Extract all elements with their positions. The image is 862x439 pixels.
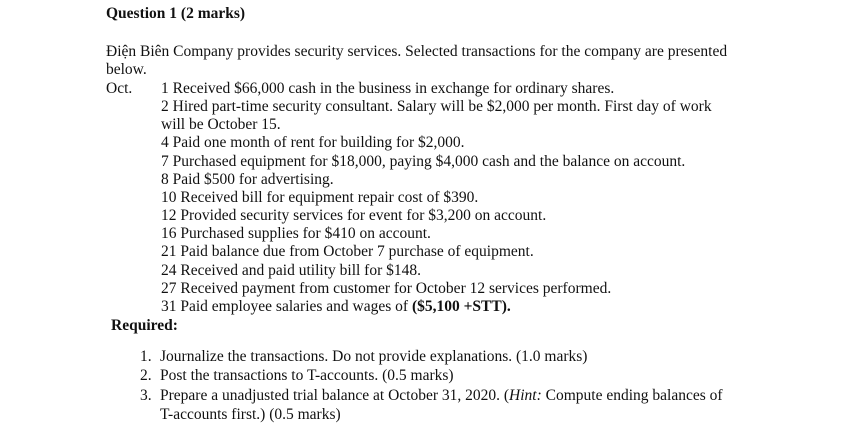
transaction-oct-27: 27 Received payment from customer for October 12 services performed.	[161, 280, 612, 297]
transaction-oct-4: 4 Paid one month of rent for building for $2,000.	[161, 134, 465, 151]
transaction-oct-10: 10 Received bill for equipment repair cost of $390.	[161, 189, 479, 206]
transaction-oct-24: 24 Received and paid utility bill for $148.	[161, 262, 422, 279]
transaction-oct-8: 8 Paid $500 for advertising.	[161, 171, 334, 188]
requirement-text: Prepare a unadjusted trial balance at October 31, 2020. (	[160, 387, 510, 404]
transaction-oct-7: 7 Purchased equipment for $18,000, paying $4,000 cash and the balance on account.	[161, 153, 686, 170]
requirement-text: Post the transactions to T-accounts. (0.5 marks)	[160, 367, 454, 384]
transaction-oct-31-amount: ($5,100 +STT).	[411, 298, 511, 315]
transaction-oct-21: 21 Paid balance due from October 7 purchase of equipment.	[161, 243, 534, 260]
transaction-oct-1: 1 Received $66,000 cash in the business in exchange for ordinary shares.	[161, 80, 615, 97]
transaction-oct-2-cont: will be October 15.	[161, 116, 281, 133]
month-label: Oct.	[106, 80, 133, 97]
intro-line-1: Điện Biên Company provides security services. Selected transactions for the company are presented	[106, 43, 728, 60]
question-title: Question 1 (2 marks)	[106, 5, 246, 22]
requirement-text: Journalize the transactions. Do not provide explanations. (1.0 marks)	[160, 348, 588, 365]
transaction-oct-16: 16 Purchased supplies for $410 on account.	[161, 225, 431, 242]
required-heading: Required:	[111, 317, 178, 334]
requirement-number: 2.	[140, 367, 152, 384]
requirement-text-rest: Compute ending balances of	[541, 387, 723, 404]
transaction-oct-12: 12 Provided security services for event for $3,200 on account.	[161, 207, 547, 224]
transaction-oct-2: 2 Hired part-time security consultant. Salary will be $2,000 per month. First day of work	[161, 98, 712, 115]
requirement-number: 3.	[140, 387, 152, 404]
requirement-1	[140, 348, 587, 366]
transaction-oct-31	[161, 298, 511, 316]
requirement-number: 1.	[140, 348, 152, 365]
requirement-3-cont: T-accounts first.) (0.5 marks)	[160, 406, 341, 423]
requirement-3	[140, 387, 723, 405]
hint-label: Hint:	[509, 387, 542, 404]
transaction-oct-31-text: 31 Paid employee salaries and wages of	[161, 298, 412, 315]
intro-line-2: below.	[106, 61, 147, 78]
requirement-2	[140, 367, 454, 385]
